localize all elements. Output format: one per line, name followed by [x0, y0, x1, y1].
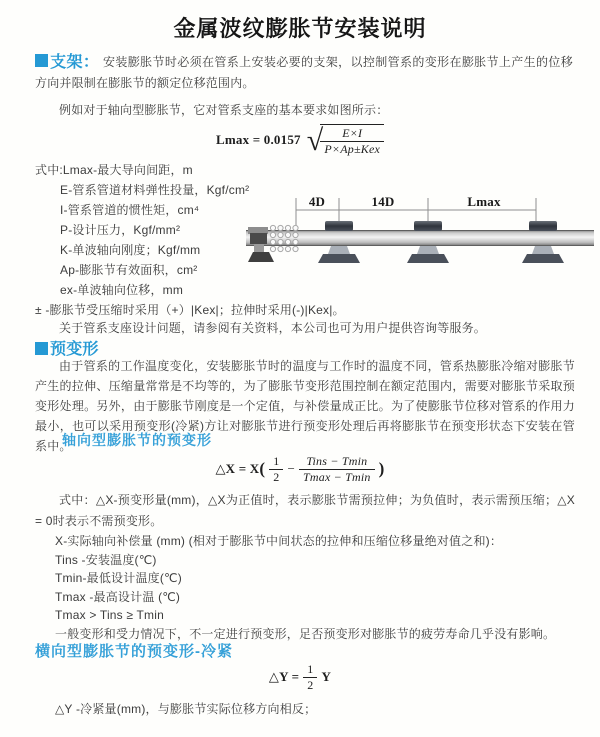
lmax-formula-denominator: P×Ap±Kex [324, 141, 381, 156]
lateral-definition-line: △Y -冷紧量(mm)，与膨胀节实际位移方向相反； [55, 702, 317, 716]
axial-formula-lhs: △X = X [215, 461, 260, 476]
axial-definition-lines [55, 532, 575, 643]
variable-line: I-管系管道的惯性矩，cm⁴ [60, 203, 200, 217]
section-bullet-icon [35, 54, 48, 67]
page-title: 金属波纹膨胀节安装说明 [173, 16, 427, 41]
variable-line: ex-单波轴向位移，mm [60, 283, 184, 297]
variable-line: Ap-膨胀节有效面积，cm² [60, 263, 198, 277]
lmax-formula [0, 120, 600, 160]
axial-explain-paragraph: 式中：△X-预变形量(mm)，△X为正值时，表示膨胀节需预拉伸；为负值时，表示需预压缩；△X = 0时表示不需预变形。 [35, 493, 575, 528]
variable-line: P-设计压力，Kgf/mm² [60, 223, 181, 237]
support-intro-paragraph [35, 52, 573, 93]
predeform-heading-text: 预变形 [50, 341, 99, 358]
support-example-line: 例如对于轴向型膨胀节，它对管系支座的基本要求如图所示： [59, 103, 389, 117]
open-paren: ( [259, 459, 266, 478]
half-numerator: 1 [269, 454, 283, 470]
pipe [246, 230, 594, 246]
variable-line: 式中:Lmax-最大导向间距，m [35, 163, 193, 177]
temp-frac-numerator: Tins − Tmin [299, 454, 375, 470]
lateral-subheading: 横向型膨胀节的预变形-冷紧 [35, 643, 233, 660]
variable-line: K-单波轴向刚度；Kgf/mm [60, 243, 201, 257]
axial-formula [0, 450, 600, 488]
axial-subheading: 轴向型膨胀节的预变形 [62, 432, 212, 448]
definition-line: 一般变形和受力情况下，不一定进行预变形，足否预变形对膨胀节的疲劳寿命几乎没有影响。 [55, 626, 556, 641]
half-denominator: 2 [273, 469, 280, 484]
variable-line: E-管系管道材料弹性投量，Kgf/cm² [60, 183, 250, 197]
definition-line: Tmax > Tins ≥ Tmin [55, 608, 164, 622]
temp-frac-denominator: Tmax − Tmin [303, 469, 371, 484]
section-bullet-icon [35, 342, 48, 355]
close-paren: ) [378, 459, 385, 478]
predeform-paragraph: 由于管系的工作温度变化，安装膨胀节时的温度与工作时的温度不同，管系热膨胀冷缩对膨胀节产生的拉伸、压缩量常常是不均等的，为了膨胀节变形范围控制在额定范围内，需要对膨胀节采取预变形处理。另外，由于膨胀节刚度是一个定值，与补偿量成正比。为了使膨胀节位移对管系的作用力最小，也可以采用预变形(冷紧)方让对膨胀节进行预变形处理后再将膨胀节在预变形状态下安装在管系中。 [35, 359, 575, 453]
lateral-frac-denominator: 2 [307, 677, 314, 692]
sqrt-radical [307, 124, 384, 157]
pipe-support-diagram [246, 192, 598, 288]
support-paragraph-text: 安装膨胀节时必须在管系上安装必要的支架，以控制管系的变形在膨胀节上产生的位移方向并限制在膨胀节的额定位移范围内。 [35, 55, 573, 90]
support-note: 关于管系支座设计问题，请参阅有关资料，本公司也可为用户提供咨询等服务。 [59, 321, 487, 335]
dim-label-14d: 14D [371, 194, 395, 209]
support-section-heading: 支架： [50, 54, 100, 71]
minus-sign: − [287, 461, 295, 476]
dim-label-lmax: Lmax [467, 194, 501, 209]
lateral-frac-numerator: 1 [303, 662, 317, 678]
radical-sign: √ [306, 124, 324, 157]
lmax-formula-numerator: E×I [320, 126, 384, 142]
lmax-formula-lhs: Lmax = 0.0157 [215, 132, 301, 147]
definition-line: Tmax -最高设计温 (℃) [55, 589, 181, 604]
lateral-formula-lhs: △Y = [268, 669, 300, 684]
variable-line: ± -膨胀节受压缩时采用（+）|Kex|；拉伸时采用(-)|Kex|。 [35, 303, 345, 317]
definition-line: X-实际轴向补偿量 (mm) (相对于膨胀节中间状态的拉伸和压缩位移量绝对值之和)： [55, 534, 503, 548]
definition-line: Tmin-最低设计温度(℃) [55, 571, 182, 585]
lateral-formula-rhs: Y [321, 669, 332, 684]
definition-line: Tins -安装温度(℃) [55, 552, 157, 567]
dim-label-4d: 4D [308, 194, 326, 209]
lateral-formula [0, 662, 600, 692]
